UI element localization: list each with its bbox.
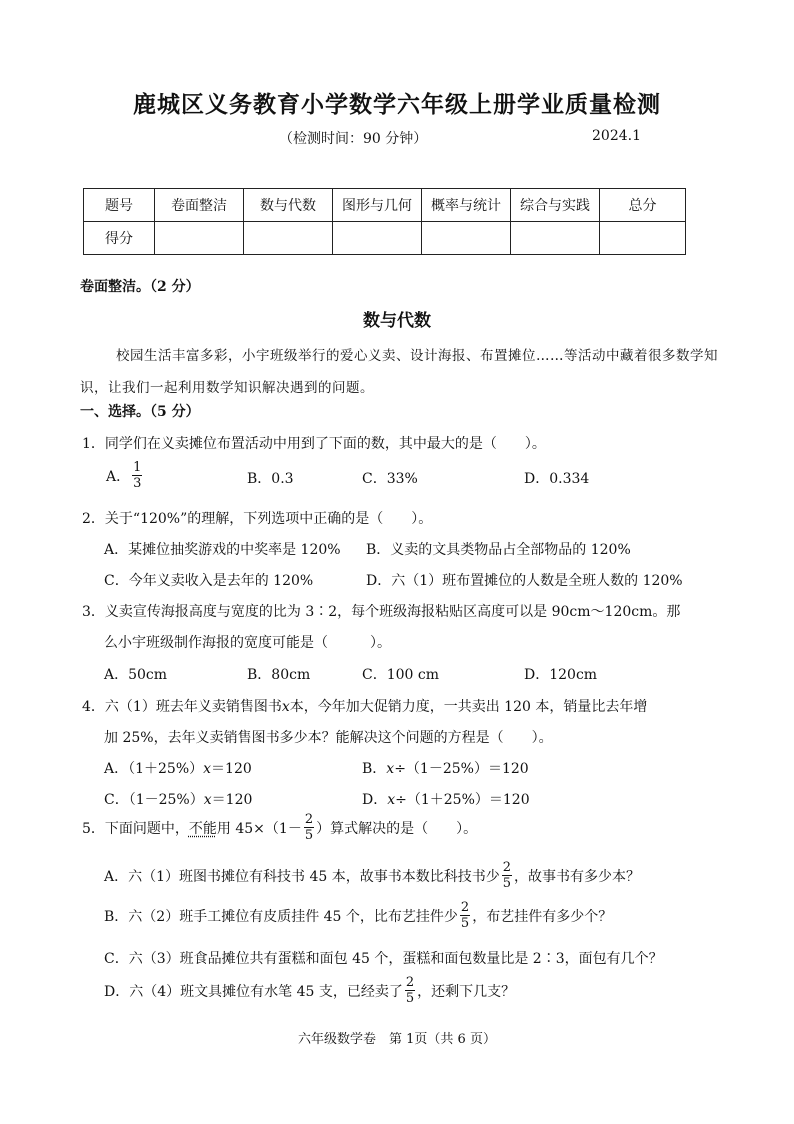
score-cell-statistics: 概率与统计 [422,189,511,222]
question-3-stem-line1: 3．义卖宣传海报高度与宽度的比为 3∶2，每个班级海报粘贴区高度可以是 90cm～120cm。那 [82,604,681,620]
fraction-numerator: 2 [460,900,470,915]
fraction-numerator: 2 [502,860,512,875]
question-1-option-c[interactable]: C．33% [362,471,418,487]
question-2-option-d[interactable]: D．六（1）班布置摊位的人数是全班人数的 120% [366,573,683,589]
question-1-stem: 1．同学们在义卖摊位布置活动中用到了下面的数，其中最大的是（ ）。 [82,436,546,452]
fraction-denominator: 5 [405,991,415,1006]
option-text: ÷（1＋25%）＝120 [395,792,530,808]
option-text: ，故事书有多少本？ [514,868,641,885]
option-text: ＝120 [211,792,253,808]
question-3-option-d[interactable]: D．120cm [524,667,598,683]
option-text: ，布艺挂件有多少个？ [472,908,613,925]
fraction-numerator: 1 [133,460,142,475]
question-2-option-a[interactable]: A．某摊位抽奖游戏的中奖率是 120% [104,542,341,558]
fraction [132,460,142,491]
option-text: A．（1＋25%） [104,761,204,777]
fraction-numerator: 2 [304,812,314,827]
score-cell-practice: 综合与实践 [511,189,600,222]
option-text: C．（1－25%） [104,792,204,808]
question-2-stem: 2．关于“120%”的理解，下列选项中正确的是（ ）。 [82,511,433,527]
question-5-option-a[interactable] [104,860,640,891]
question-5-option-d[interactable] [104,975,515,1006]
fraction-denominator: 3 [133,476,142,491]
score-table-score-row [84,222,686,255]
question-4-option-c[interactable] [104,789,252,809]
variable-x: x [387,792,396,808]
question-4-option-d[interactable] [362,789,530,809]
stem-text: 5．下面问题中， [82,820,189,837]
score-input-cell[interactable] [600,222,686,255]
option-text: D．六（4）班文具摊位有水笔 45 支，已经卖了 [104,983,403,1000]
option-text: A．六（1）班图书摊位有科技书 45 本，故事书本数比科技书少 [104,868,500,885]
page-title: 鹿城区义务教育小学数学六年级上册学业质量检测 [133,91,661,118]
stem-text: 用 45×（1－ [216,820,302,837]
stem-text: 本，今年加大促销力度，一共卖出 120 本，销量比去年增 [289,699,648,715]
option-text: D． [362,792,388,808]
section-title: 数与代数 [363,311,431,331]
part-heading: 一、选择。（5 分） [80,404,200,420]
score-input-cell[interactable] [333,222,422,255]
question-3-option-a[interactable]: A．50cm [104,667,168,683]
question-3-option-b[interactable]: B．80cm [247,667,311,683]
score-cell-neatness: 卷面整洁 [155,189,244,222]
question-3-option-c[interactable]: C．100 cm [362,667,439,683]
fraction-denominator: 5 [460,916,470,931]
intro-paragraph: 校园生活丰富多彩，小宇班级举行的爱心义卖、设计海报、布置摊位……等活动中藏着很多数学知识，让我们一起利用数学知识解决遇到的问题。 [80,348,718,396]
question-2-option-c[interactable]: C．今年义卖收入是去年的 120% [104,573,314,589]
question-3-stem-line2: 么小宇班级制作海报的宽度可能是（ ）。 [104,635,391,651]
stem-text: 4．六（1）班去年义卖销售图书 [82,699,282,715]
score-row-label: 得分 [84,222,155,255]
score-input-cell[interactable] [422,222,511,255]
variable-x: x [281,699,290,715]
question-4-stem-line2: 加 25%，去年义卖销售图书多少本？能解决这个问题的方程是（ ）。 [104,730,553,746]
score-cell-number-algebra: 数与代数 [244,189,333,222]
fraction-denominator: 5 [502,876,512,891]
fraction-numerator: 2 [405,975,415,990]
exam-date: 2024.1 [592,128,641,144]
fraction [405,975,415,1006]
page-footer: 六年级数学卷 第 1页（共 6 页） [298,1032,496,1047]
question-1-option-a[interactable] [106,460,144,491]
option-text: ÷（1－25%）＝120 [394,761,529,777]
stem-text: ）算式解决的是（ ）。 [316,820,478,837]
question-1-option-b[interactable]: B．0.3 [247,471,294,487]
option-text: B． [362,761,387,777]
question-5-stem [82,812,477,843]
score-table-header-row [84,189,686,222]
question-2-option-b[interactable]: B．义卖的文具类物品占全部物品的 120% [366,542,631,558]
neatness-note: 卷面整洁。（2 分） [80,279,200,295]
option-label: A． [106,468,131,485]
score-cell-label: 题号 [84,189,155,222]
question-1-option-d[interactable]: D．0.334 [524,471,590,487]
variable-x: x [203,761,212,777]
score-cell-total: 总分 [600,189,686,222]
question-4-stem-line1 [82,696,647,716]
score-input-cell[interactable] [155,222,244,255]
option-text: ，还剩下几支？ [417,983,516,1000]
question-4-option-b[interactable] [362,758,529,778]
fraction-denominator: 5 [304,828,314,843]
score-input-cell[interactable] [511,222,600,255]
score-input-cell[interactable] [244,222,333,255]
fraction [304,812,314,843]
score-cell-geometry: 图形与几何 [333,189,422,222]
option-text: ＝120 [211,761,252,777]
emphasis-text: 不能 [188,820,217,837]
question-5-option-b[interactable] [104,900,612,931]
option-text: B．六（2）班手工摊位有皮质挂件 45 个，比布艺挂件少 [104,908,458,925]
score-table [83,188,686,255]
fraction [502,860,512,891]
question-4-option-a[interactable] [104,758,252,778]
variable-x: x [386,761,395,777]
fraction [460,900,470,931]
exam-duration: （检测时间：90 分钟） [279,131,428,147]
variable-x: x [203,792,212,808]
question-5-option-c[interactable]: C．六（3）班食品摊位共有蛋糕和面包 45 个，蛋糕和面包数量比是 2∶3，面包有几个？ [104,951,663,967]
